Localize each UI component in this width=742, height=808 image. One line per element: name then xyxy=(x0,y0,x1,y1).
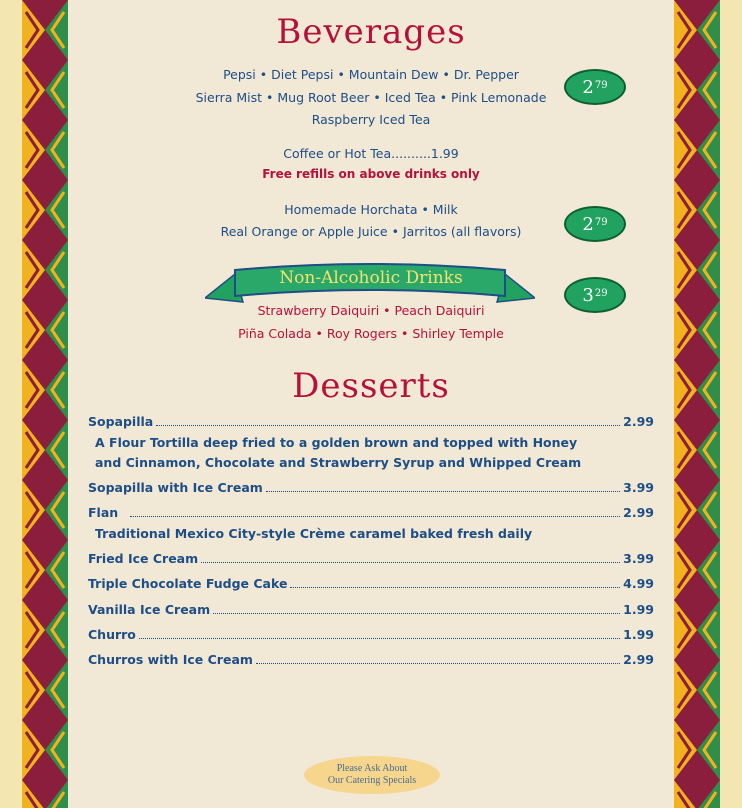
dotted-leader xyxy=(290,587,620,588)
dessert-row-fried-ice-cream xyxy=(88,551,654,566)
juice-line-1: Homemade Horchata • Milk xyxy=(284,202,458,217)
dessert-name: Vanilla Ice Cream xyxy=(88,602,211,617)
dessert-row-vanilla-ice-cream xyxy=(88,602,654,617)
dotted-leader xyxy=(130,516,620,517)
dotted-leader xyxy=(266,491,620,492)
dessert-price: 2.99 xyxy=(623,652,654,667)
soda-line-1: Pepsi • Diet Pepsi • Mountain Dew • Dr. Pepper xyxy=(223,67,519,82)
dessert-name: Churro xyxy=(88,627,136,642)
refills-note: Free refills on above drinks only xyxy=(262,167,480,181)
juice-price-badge xyxy=(564,206,626,242)
dotted-leader xyxy=(156,425,620,426)
dessert-row-churro xyxy=(88,627,654,642)
non-alcoholic-price-main: 3 xyxy=(582,284,594,306)
dotted-leader xyxy=(139,638,620,639)
dessert-price: 3.99 xyxy=(623,551,654,566)
non-alcoholic-banner-label: Non-Alcoholic Drinks xyxy=(279,268,463,288)
soda-line-2: Sierra Mist • Mug Root Beer • Iced Tea • Pink Lemonade xyxy=(195,90,547,105)
dessert-price: 1.99 xyxy=(623,602,654,617)
juice-line-2: Real Orange or Apple Juice • Jarritos (all flavors) xyxy=(220,224,522,239)
dessert-name: Sopapilla with Ice Cream xyxy=(88,480,263,495)
catering-line-2: Our Catering Specials xyxy=(327,775,417,786)
sopapilla-description-1: A Flour Tortilla deep fried to a golden brown and topped with Honey xyxy=(95,435,578,450)
sopapilla-description-2: and Cinnamon, Chocolate and Strawberry Syrup and Whipped Cream xyxy=(95,455,582,470)
dessert-row-sopapilla xyxy=(88,414,654,429)
dessert-price: 1.99 xyxy=(623,627,654,642)
juice-price-main: 2 xyxy=(582,213,594,235)
dessert-name: Churros with Ice Cream xyxy=(88,652,253,667)
dessert-price: 2.99 xyxy=(623,505,654,520)
dessert-row-chocolate-cake xyxy=(88,576,654,591)
dotted-leader xyxy=(213,613,620,614)
juice-price-cents: 79 xyxy=(594,216,608,228)
coffee-line: Coffee or Hot Tea..........1.99 xyxy=(283,146,459,161)
soda-line-3: Raspberry Iced Tea xyxy=(311,112,431,127)
dotted-leader xyxy=(256,663,620,664)
desserts-title: Desserts xyxy=(292,366,450,406)
dessert-price: 2.99 xyxy=(623,414,654,429)
non-alcoholic-price-cents: 29 xyxy=(594,287,608,299)
soda-price-cents: 79 xyxy=(594,79,608,91)
dessert-row-flan xyxy=(88,505,654,520)
dessert-name: Flan xyxy=(88,505,119,520)
dotted-leader xyxy=(201,562,620,563)
catering-line-1: Please Ask About xyxy=(336,763,408,774)
dessert-price: 4.99 xyxy=(623,576,654,591)
dessert-name: Triple Chocolate Fudge Cake xyxy=(88,576,288,591)
soda-price-badge xyxy=(564,69,626,105)
dessert-name: Fried Ice Cream xyxy=(88,551,199,566)
beverages-title: Beverages xyxy=(276,12,466,52)
non-alcoholic-line-1: Strawberry Daiquiri • Peach Daiquiri xyxy=(257,303,485,318)
dessert-row-sopapilla-ice-cream xyxy=(88,480,654,495)
flan-description: Traditional Mexico City-style Crème caramel baked fresh daily xyxy=(95,526,533,541)
non-alcoholic-line-2: Piña Colada • Roy Rogers • Shirley Temple xyxy=(238,326,504,341)
dessert-row-churros-ice-cream xyxy=(88,652,654,667)
catering-badge xyxy=(304,756,440,794)
dessert-name: Sopapilla xyxy=(88,414,154,429)
soda-price-main: 2 xyxy=(582,76,594,98)
dessert-price: 3.99 xyxy=(623,480,654,495)
